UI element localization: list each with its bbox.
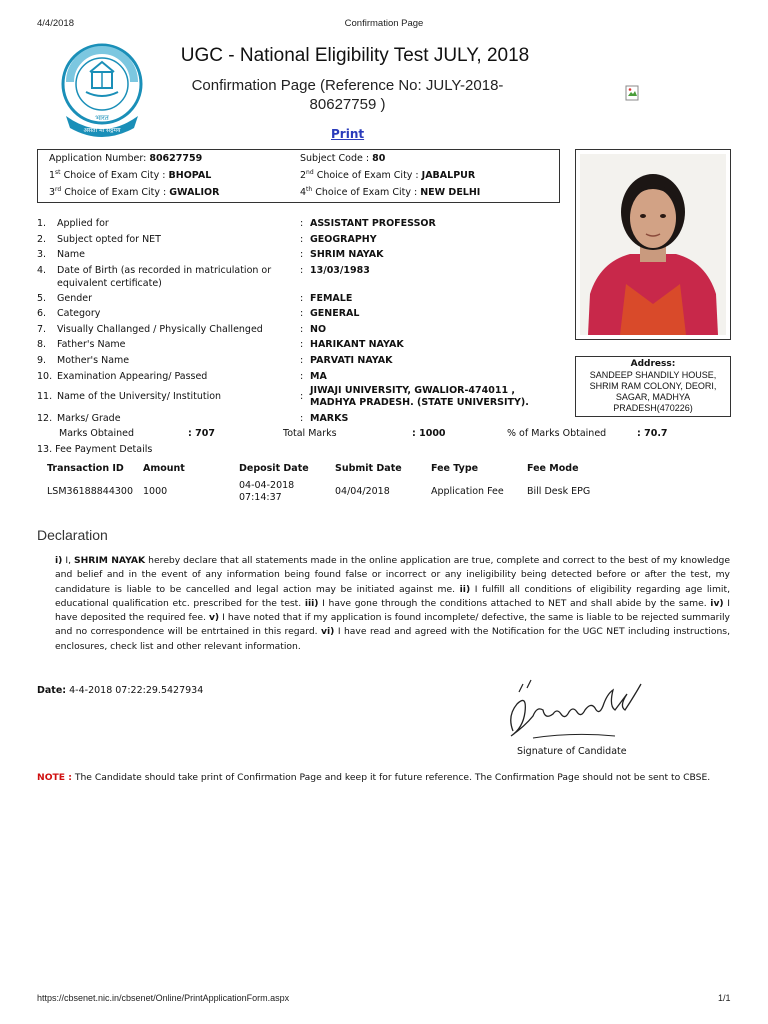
application-number-row — [49, 153, 202, 164]
detail-colon: : — [300, 413, 304, 424]
fee-type: Application Fee — [431, 486, 504, 497]
address-line-2: SHRIM RAM COLONY, DEORI, — [589, 381, 717, 391]
subject-code-row — [300, 153, 385, 164]
date-value: 4-4-2018 07:22:29.5427934 — [69, 685, 204, 696]
detail-row-dob — [37, 265, 271, 276]
first-choice-sup: st — [55, 169, 61, 176]
applied-for-value: ASSISTANT PROFESSOR — [310, 218, 436, 229]
broken-image-icon — [625, 85, 641, 101]
detail-num: 2. — [37, 234, 47, 245]
footer-page-number: 1/1 — [718, 993, 731, 1003]
fourth-choice-num: 4 — [300, 187, 307, 199]
total-marks-label: Total Marks — [283, 428, 337, 439]
detail-colon: : — [300, 371, 304, 382]
decl-text-i-a: I, — [62, 555, 74, 566]
detail-colon: : — [300, 308, 304, 319]
detail-colon: : — [300, 249, 304, 260]
detail-row-name — [37, 249, 85, 260]
print-date: 4/4/2018 — [37, 18, 74, 29]
detail-num: 3. — [37, 249, 47, 260]
detail-label: Name of the University/ Institution — [57, 391, 222, 402]
second-choice-label: Choice of Exam City : — [316, 170, 419, 182]
exam-value: MA — [310, 371, 327, 382]
decl-text-iii: I have gone through the conditions attached to NET and shall abide by the same. — [318, 597, 711, 609]
detail-row-category — [37, 308, 100, 319]
detail-colon: : — [300, 355, 304, 366]
detail-colon: : — [300, 293, 304, 304]
third-choice-sup: rd — [55, 186, 62, 193]
detail-row-subject — [37, 234, 161, 245]
detail-num: 8. — [37, 339, 47, 350]
first-choice-value: BHOPAL — [168, 170, 212, 182]
third-choice-row — [49, 186, 219, 198]
exam-title: UGC - National Eligibility Test JULY, 2018 — [180, 45, 530, 66]
detail-num: 7. — [37, 324, 47, 335]
detail-row-mother — [37, 355, 129, 366]
fee-col-fee-type: Fee Type — [431, 463, 479, 474]
note-text: The Candidate should take print of Confirmation Page and keep it for future reference. The Confirmation Page should not be sent to CBSE. — [71, 772, 711, 783]
first-choice-row — [49, 169, 211, 181]
detail-row-applied-for — [37, 218, 109, 229]
decl-marker-ii: ii) — [459, 583, 471, 595]
percent-marks-label: % of Marks Obtained — [507, 428, 607, 439]
second-choice-value: JABALPUR — [421, 170, 476, 182]
fourth-choice-label: Choice of Exam City : — [315, 187, 418, 199]
detail-label: Marks/ Grade — [57, 413, 121, 424]
first-choice-num: 1 — [49, 170, 56, 182]
confirmation-line-1: Confirmation Page (Reference No: JULY-2018- — [191, 77, 504, 94]
dob-label-line-2: equivalent certificate) — [57, 278, 162, 289]
application-number-label: Application Number: — [49, 153, 147, 164]
decl-text-ii: I fulfill all conditions of eligibility regarding age limit, educational qualification etc. prescribed for the test. — [55, 583, 730, 609]
subject-value: GEOGRAPHY — [310, 234, 377, 245]
decl-text-iv: I have deposited the required fee. — [55, 597, 731, 624]
gender-value: FEMALE — [310, 293, 353, 304]
fee-col-submit-date: Submit Date — [335, 463, 402, 474]
detail-label: Subject opted for NET — [57, 234, 161, 245]
fee-amount: 1000 — [143, 486, 168, 497]
detail-num: 9. — [37, 355, 47, 366]
fourth-choice-sup: th — [306, 186, 313, 193]
print-title: Confirmation Page — [344, 18, 424, 29]
percent-marks-value: : 70.7 — [637, 428, 668, 439]
decl-marker-iii: iii) — [304, 597, 319, 609]
detail-num: 6. — [37, 308, 47, 319]
address-line-4: PRADESH(470226) — [613, 403, 693, 413]
pwd-value: NO — [310, 324, 327, 335]
second-choice-row — [300, 169, 475, 181]
decl-marker-i: i) — [55, 555, 63, 566]
logo-motto: असतो मा सद्गमय — [83, 127, 121, 134]
application-number-value: 80627759 — [149, 153, 203, 164]
name-value: SHRIM NAYAK — [310, 249, 384, 260]
fee-col-deposit-date: Deposit Date — [239, 463, 309, 474]
fee-mode: Bill Desk EPG — [527, 486, 591, 497]
address-label: Address: — [630, 359, 676, 369]
detail-row-gender — [37, 293, 92, 304]
second-choice-num: 2 — [300, 170, 307, 182]
marks-value: MARKS — [310, 413, 349, 424]
note-label: NOTE : — [37, 772, 72, 783]
cbse-logo — [60, 42, 144, 142]
candidate-photo-frame — [575, 149, 731, 340]
mother-value: PARVATI NAYAK — [310, 355, 393, 366]
category-value: GENERAL — [310, 308, 360, 319]
address-line-3: SAGAR, MADHYA — [615, 392, 691, 402]
detail-colon: : — [300, 218, 304, 229]
detail-colon: : — [300, 324, 304, 335]
fee-col-fee-mode: Fee Mode — [527, 463, 579, 474]
candidate-signature — [503, 676, 643, 746]
detail-label: Father's Name — [57, 339, 126, 350]
detail-label: Applied for — [57, 218, 109, 229]
third-choice-num: 3 — [49, 187, 56, 199]
marks-obtained-value: : 707 — [188, 428, 215, 439]
print-link[interactable]: Print — [331, 127, 365, 141]
decl-candidate-name: SHRIM NAYAK — [74, 555, 146, 566]
note-row — [37, 772, 737, 783]
detail-colon: : — [300, 265, 304, 276]
detail-row-father — [37, 339, 126, 350]
date-row — [37, 685, 203, 696]
detail-label: Date of Birth (as recorded in matriculation or — [57, 265, 272, 276]
detail-num: 5. — [37, 293, 47, 304]
fourth-choice-row — [300, 186, 480, 198]
detail-row-exam — [37, 371, 207, 382]
confirmation-line-2: 80627759 ) — [309, 96, 386, 113]
fee-submit-date: 04/04/2018 — [335, 486, 390, 497]
decl-marker-iv: iv) — [710, 597, 724, 609]
detail-label: Examination Appearing/ Passed — [57, 371, 208, 382]
detail-num: 11. — [37, 391, 53, 402]
third-choice-value: GWALIOR — [169, 187, 220, 199]
first-choice-label: Choice of Exam City : — [63, 170, 166, 182]
detail-row-marks — [37, 413, 121, 424]
dob-value: 13/03/1983 — [310, 265, 370, 276]
subject-code-label: Subject Code : — [300, 153, 370, 164]
fee-transaction-id: LSM36188844300 — [47, 486, 134, 497]
detail-num: 12. — [37, 413, 53, 424]
detail-row-pwd — [37, 324, 263, 335]
fee-deposit-date: 04-04-2018 — [239, 480, 295, 491]
footer-url: https://cbsenet.nic.in/cbsenet/Online/PrintApplicationForm.aspx — [37, 993, 290, 1003]
detail-num: 4. — [37, 265, 47, 276]
third-choice-label: Choice of Exam City : — [64, 187, 167, 199]
detail-colon: : — [300, 234, 304, 245]
total-marks-value: : 1000 — [412, 428, 446, 439]
decl-text-vi: I have read and agreed with the Notification for the UGC NET including instructions, enclosures, check list and other relevant information. — [55, 626, 730, 652]
detail-label: Gender — [57, 293, 93, 304]
second-choice-sup: nd — [306, 169, 314, 176]
fee-details-label: 13. Fee Payment Details — [37, 444, 153, 455]
date-label: Date: — [37, 685, 67, 696]
confirmation-reference — [175, 76, 520, 114]
fee-col-transaction-id: Transaction ID — [47, 463, 124, 474]
detail-label: Name — [57, 249, 86, 260]
decl-marker-vi: vi) — [321, 626, 335, 638]
application-summary-box — [37, 149, 560, 203]
detail-row-university — [37, 391, 221, 402]
candidate-photo — [580, 154, 726, 335]
address-line-1: SANDEEP SHANDILY HOUSE, — [589, 370, 717, 380]
detail-num: 10. — [37, 371, 53, 382]
subject-code-value: 80 — [372, 153, 386, 164]
fee-deposit-time: 07:14:37 — [239, 492, 282, 503]
decl-text-v: I have noted that if my application is found incomplete/ defective, the same is liable to be rejected summarily and no correspondence will be entrtained in this regard. — [55, 612, 730, 638]
marks-obtained-label: Marks Obtained — [59, 428, 134, 439]
detail-colon: : — [300, 339, 304, 350]
detail-colon: : — [300, 391, 304, 402]
logo-mid-text: भारत — [95, 114, 109, 122]
fourth-choice-value: NEW DELHI — [420, 187, 481, 199]
detail-label: Visually Challanged / Physically Challenged — [57, 324, 263, 335]
address-box — [575, 356, 731, 417]
detail-label: Mother's Name — [57, 355, 130, 366]
fee-col-amount: Amount — [143, 463, 185, 474]
detail-num: 1. — [37, 218, 47, 229]
decl-text-i-b: hereby declare that all statements made in the online application are true, complete and correct to the best of my knowledge and belief and in the event of any information being found false or incorrect or any ineligibility being detected before or after the test, my candidature is liable to be cancelled and legal action may be initiated against me. — [55, 555, 731, 595]
university-value-line-1: JIWAJI UNIVERSITY, GWALIOR-474011 , — [310, 385, 515, 396]
father-value: HARIKANT NAYAK — [310, 339, 404, 350]
detail-label: Category — [57, 308, 101, 319]
university-value-line-2: MADHYA PRADESH. (STATE UNIVERSITY). — [310, 397, 529, 408]
declaration-heading: Declaration — [37, 527, 108, 543]
signature-caption: Signature of Candidate — [517, 746, 627, 757]
declaration-text — [55, 554, 730, 654]
decl-marker-v: v) — [208, 612, 220, 624]
